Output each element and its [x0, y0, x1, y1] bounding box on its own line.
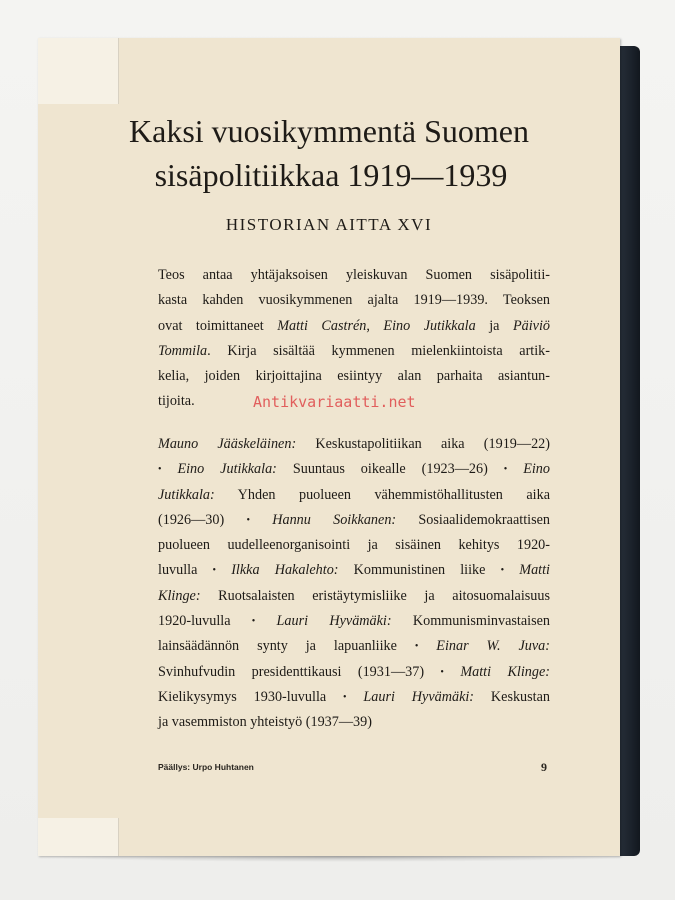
contents-line: Jutikkala: Yhden puolueen vähemmistöhallitusten aika — [158, 486, 550, 503]
author-name: Hannu Soikkanen: — [272, 511, 397, 528]
bullet-icon: • — [246, 514, 250, 526]
author-name: Matti — [519, 562, 550, 579]
contents-paragraph — [158, 432, 550, 736]
page-number: 9 — [541, 760, 547, 774]
contents-line: Klinge: Ruotsalaisten eristäytymisliike ja aitosuomalaisuus — [158, 587, 550, 604]
contents-line: ja vasemmiston yhteistyö (1937—39) — [158, 714, 372, 731]
bullet-icon: • — [343, 691, 347, 703]
editor-name: Eino Jutikkala — [383, 317, 476, 334]
protective-tape-bottom — [38, 818, 119, 856]
description-paragraph — [158, 263, 550, 415]
description-line: kasta kahden vuosikymmenen ajalta 1919—1939. Teoksen — [158, 292, 550, 309]
author-name: Lauri Hyvämäki: — [363, 688, 475, 705]
bullet-icon: • — [414, 641, 419, 653]
bullet-icon: • — [251, 616, 256, 628]
author-name: Matti Klinge: — [460, 663, 550, 680]
bullet-icon: • — [503, 464, 508, 476]
author-name: Jutikkala: — [158, 486, 215, 503]
author-name: Einar W. Juva: — [436, 638, 551, 655]
description-line: kelia, joiden kirjoittajina esiintyy alan parhaita asiantun- — [158, 368, 550, 385]
editor-name: Tommila — [158, 342, 208, 359]
editor-name: Päiviö — [512, 317, 550, 334]
contents-line: lainsäädännön synty ja lapuanliike • Einar W. Juva: — [158, 638, 551, 655]
bullet-icon: • — [440, 666, 444, 678]
contents-line: Svinhufvudin presidenttikausi (1931—37) • Matti Klinge: — [158, 663, 550, 680]
title-line-2: sisäpolitiikkaa 1919—1939 — [154, 157, 508, 193]
author-name: Eino Jutikkala: — [177, 461, 277, 478]
contents-line: Mauno Jääskeläinen: Keskustapolitiikan aika (1919—22) — [158, 436, 550, 452]
description-line: ovat toimittaneet Matti Castrén, Eino Jutikkala ja Päiviö — [158, 317, 550, 334]
bullet-icon: • — [158, 464, 162, 476]
editor-name: Matti Castrén — [277, 317, 367, 334]
series-name: HISTORIAN AITTA XVI — [225, 215, 433, 234]
contents-line: • Eino Jutikkala: Suuntaus oikealle (1923—26) • Eino — [158, 461, 550, 478]
cover-designer-credit: Päällys: Urpo Huhtanen — [158, 762, 254, 772]
description-line: Teos antaa yhtäjaksoisen yleiskuvan Suomen sisäpolitii- — [158, 267, 550, 283]
bullet-icon: • — [212, 565, 217, 577]
author-name: Eino — [523, 461, 550, 478]
author-name: Mauno Jääskeläinen: — [158, 436, 297, 452]
contents-line: puolueen uudelleenorganisointi ja sisäinen kehitys 1920- — [158, 537, 550, 554]
bullet-icon: • — [500, 565, 505, 577]
description-line: Tommila. Kirja sisältää kymmenen mielenkiintoista artik- — [158, 342, 550, 359]
description-line: tijoita. — [158, 393, 195, 410]
contents-line: Kielikysymys 1930-luvulla • Lauri Hyvämäki: Keskustan — [158, 688, 551, 705]
watermark-text: Antikvariaatti.net — [253, 393, 416, 411]
author-name: Lauri Hyvämäki: — [276, 613, 392, 630]
author-name: Klinge: — [158, 587, 201, 604]
protective-tape-top — [38, 38, 119, 104]
author-name: Ilkka Hakalehto: — [231, 562, 339, 579]
contents-line: luvulla • Ilkka Hakalehto: Kommunistinen liike • Matti — [158, 562, 550, 579]
title-line-1: Kaksi vuosikymmentä Suomen — [129, 113, 529, 149]
contents-line: (1926—30) • Hannu Soikkanen: Sosiaalidemokraattisen — [158, 511, 550, 528]
contents-line: 1920-luvulla • Lauri Hyvämäki: Kommunisminvastaisen — [158, 613, 550, 630]
